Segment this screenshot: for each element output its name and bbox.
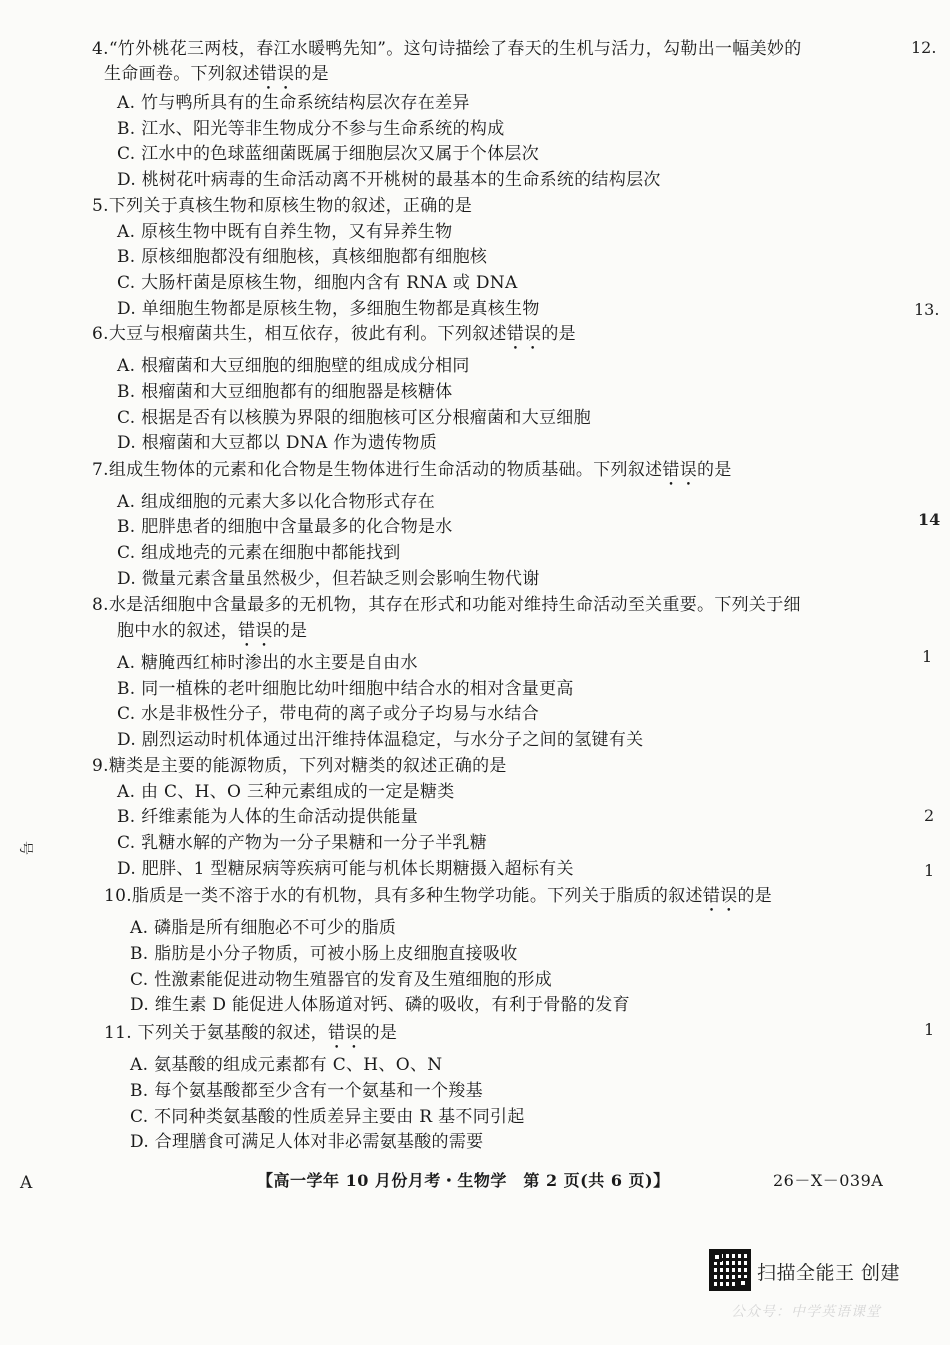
q6-option-a: A. 根瘤菌和大豆细胞的细胞壁的组成成分相同	[117, 356, 470, 376]
q4-stem-line-2: 生命画卷。下列叙述错误的是	[104, 64, 329, 84]
q10-option-d: D. 维生素 D 能促进人体肠道对钙、磷的吸收，有利于骨骼的发育	[130, 995, 630, 1015]
q6-option-b: B. 根瘤菌和大豆细胞都有的细胞器是核糖体	[117, 382, 453, 402]
q10-stem: 10.脂质是一类不溶于水的有机物，具有多种生物学功能。下列关于脂质的叙述错误的是	[104, 886, 773, 906]
q4-option-d: D. 桃树花叶病毒的生命活动离不开桃树的最基本的生命系统的结构层次	[117, 170, 661, 190]
q9-option-b: B. 纤维素能为人体的生命活动提供能量	[117, 807, 418, 827]
right-edge-number: 12.	[911, 38, 937, 57]
q7-stem: 7.组成生物体的元素和化合物是生物体进行生命活动的物质基础。下列叙述错误的是	[92, 460, 732, 480]
qr-code-icon	[709, 1249, 751, 1291]
right-edge-number: 1	[924, 1020, 935, 1039]
q6-option-d: D. 根瘤菌和大豆都以 DNA 作为遗传物质	[117, 433, 438, 453]
q10-option-b: B. 脂肪是小分子物质，可被小肠上皮细胞直接吸收	[130, 944, 518, 964]
q8-option-a: A. 糖腌西红柿时渗出的水主要是自由水	[117, 653, 418, 673]
q8-option-d: D. 剧烈运动时机体通过出汗维持体温稳定，与水分子之间的氢键有关	[117, 730, 644, 750]
q9-option-c: C. 乳糖水解的产物为一分子果糖和一分子半乳糖	[117, 833, 488, 853]
q6-stem: 6.大豆与根瘤菌共生，相互依存，彼此有利。下列叙述错误的是	[92, 324, 576, 344]
left-edge-mark: 号	[17, 841, 33, 855]
q9-option-a: A. 由 C、H、O 三种元素组成的一定是糖类	[117, 782, 455, 802]
q10-option-c: C. 性激素能促进动物生殖器官的发育及生殖细胞的形成	[130, 970, 553, 990]
q8-stem-line-1: 8.水是活细胞中含量最多的无机物，其存在形式和功能对维持生命活动至关重要。下列关于细	[92, 595, 801, 615]
q11-option-a: A. 氨基酸的组成元素都有 C、H、O、N	[130, 1055, 443, 1075]
page-footer-title: 【高一学年 10 月份月考・生物学 第 2 页(共 6 页)】	[257, 1171, 670, 1190]
q5-option-c: C. 大肠杆菌是原核生物，细胞内含有 RNA 或 DNA	[117, 273, 518, 293]
q5-option-d: D. 单细胞生物都是原核生物，多细胞生物都是真核生物	[117, 299, 540, 319]
watermark-text: 公众号：中学英语课堂	[731, 1304, 881, 1320]
q7-option-d: D. 微量元素含量虽然极少，但若缺乏则会影响生物代谢	[117, 569, 540, 589]
q5-stem: 5.下列关于真核生物和原核生物的叙述，正确的是	[92, 196, 473, 216]
q9-option-d: D. 肥胖、1 型糖尿病等疾病可能与机体长期糖摄入超标有关	[117, 859, 574, 879]
q4-option-b: B. 江水、阳光等非生物成分不参与生命系统的构成	[117, 119, 505, 139]
q10-option-a: A. 磷脂是所有细胞必不可少的脂质	[130, 918, 397, 938]
page-footer-code: 26－X－039A	[773, 1171, 884, 1190]
q8-option-c: C. 水是非极性分子，带电荷的离子或分子均易与水结合	[117, 704, 540, 724]
left-edge-mark: A	[20, 1173, 33, 1193]
right-edge-number: 2	[924, 806, 935, 825]
q9-stem: 9.糖类是主要的能源物质，下列对糖类的叙述正确的是	[92, 756, 507, 776]
right-edge-number: 13.	[914, 300, 940, 319]
q5-option-b: B. 原核细胞都没有细胞核，真核细胞都有细胞核	[117, 247, 488, 267]
q7-option-a: A. 组成细胞的元素大多以化合物形式存在	[117, 492, 436, 512]
q5-option-a: A. 原核生物中既有自养生物，又有异养生物	[117, 222, 453, 242]
scanner-label: 扫描全能王 创建	[757, 1262, 901, 1284]
q4-stem-line-1: 4.“竹外桃花三两枝，春江水暖鸭先知”。这句诗描绘了春天的生机与活力，勾勒出一幅美妙的	[92, 39, 802, 59]
q6-option-c: C. 根据是否有以核膜为界限的细胞核可区分根瘤菌和大豆细胞	[117, 408, 591, 428]
q7-option-b: B. 肥胖患者的细胞中含量最多的化合物是水	[117, 517, 453, 537]
q11-option-c: C. 不同种类氨基酸的性质差异主要由 R 基不同引起	[130, 1107, 525, 1127]
q11-option-d: D. 合理膳食可满足人体对非必需氨基酸的需要	[130, 1132, 484, 1152]
q4-option-c: C. 江水中的色球蓝细菌既属于细胞层次又属于个体层次	[117, 144, 540, 164]
q7-option-c: C. 组成地壳的元素在细胞中都能找到	[117, 543, 401, 563]
q8-stem-line-2: 胞中水的叙述，错误的是	[117, 621, 308, 641]
q8-option-b: B. 同一植株的老叶细胞比幼叶细胞中结合水的相对含量更高	[117, 679, 574, 699]
q4-option-a: A. 竹与鸭所具有的生命系统结构层次存在差异	[117, 93, 470, 113]
q11-stem: 11. 下列关于氨基酸的叙述，错误的是	[104, 1023, 398, 1043]
right-edge-number: 1	[924, 861, 935, 880]
q11-option-b: B. 每个氨基酸都至少含有一个氨基和一个羧基	[130, 1081, 483, 1101]
right-edge-number: 1	[922, 647, 933, 666]
right-edge-number: 14	[918, 510, 941, 529]
